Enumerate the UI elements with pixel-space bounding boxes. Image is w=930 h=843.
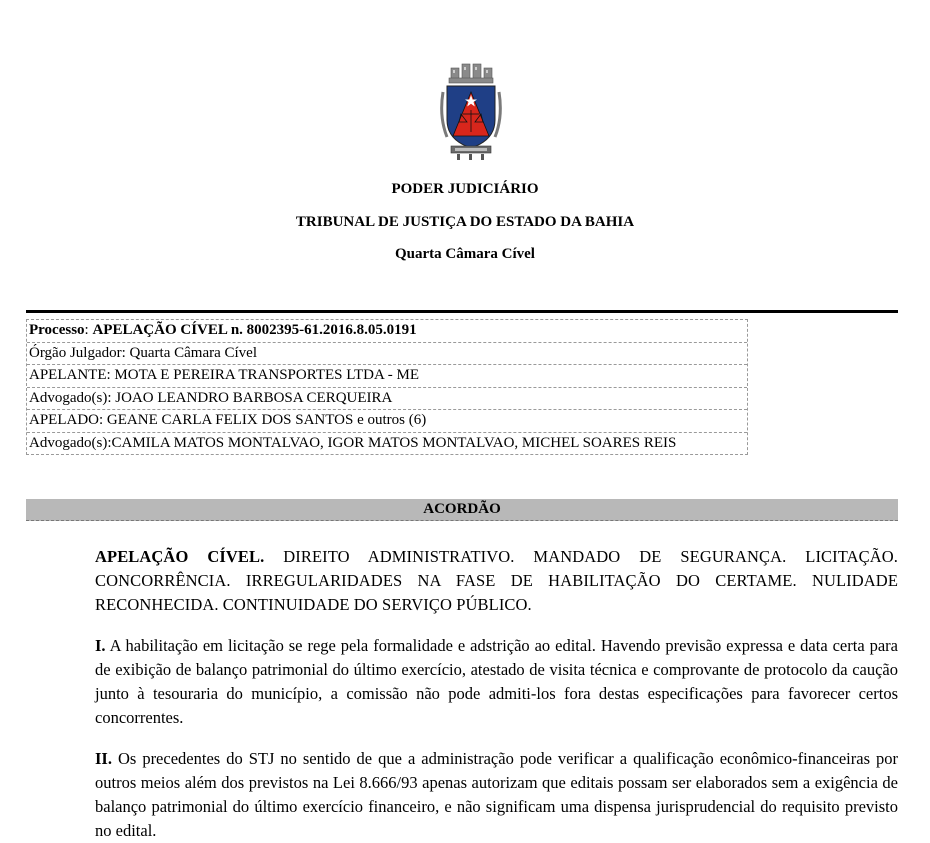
item-1-paragraph (95, 634, 898, 730)
appellee-row: APELADO: GEANE CARLA FELIX DOS SANTOS e outros (6) (27, 410, 747, 433)
appellant-row: APELANTE: MOTA E PEREIRA TRANSPORTES LTDA - ME (27, 365, 747, 388)
coat-of-arms-seal-icon (437, 62, 505, 162)
appellant-lawyer-value: JOAO LEANDRO BARBOSA CERQUEIRA (115, 389, 393, 406)
ementa-lead: APELAÇÃO CÍVEL. (95, 547, 265, 566)
item-2-text: Os precedentes do STJ no sentido de que a administração pode verificar a qualificação econômico-financeiras por outros meios além dos previstos na Lei 8.666/93 apenas autorizam que editais possam ser elaborados sem a exigência de balanço patrimonial do último exercício financeiro, e não significam uma dispensa jurisprudencial do requisito previsto no edital. (95, 749, 898, 840)
header-court-name: PODER JUDICIÁRIO (391, 181, 539, 197)
item-2-paragraph (95, 747, 898, 843)
appellant-lawyer-label: Advogado(s) (29, 389, 108, 406)
judging-body-row: Órgão Julgador: Quarta Câmara Cível (27, 343, 747, 366)
header-tribunal-name: TRIBUNAL DE JUSTIÇA DO ESTADO DA BAHIA (295, 214, 635, 230)
case-number-label: Processo (29, 322, 85, 338)
section-title-bar: ACORDÃO (26, 499, 898, 521)
ementa-paragraph (95, 545, 898, 617)
judging-body-value: Quarta Câmara Cível (129, 344, 257, 361)
item-1-numeral: I. (95, 636, 106, 655)
item-1-text: A habilitação em licitação se rege pela formalidade e adstrição ao edital. Havendo previsão expressa e data certa para de exibição de balanço patrimonial do último exercício, atestado de visita técnica e comprovante de protocolo da caução junto à tesouraria do município, a comissão não pode admiti-los fora destas especificações para favorecer certos concorrentes. (95, 636, 898, 727)
ementa-text: DIREITO ADMINISTRATIVO. MANDADO DE SEGURANÇA. LICITAÇÃO. CONCORRÊNCIA. IRREGULARIDADES NA FASE DE HABILITAÇÃO DO CERTAME. NULIDADE RECONHECIDA. CONTINUIDADE DO SERVIÇO PÚBLICO. (95, 547, 898, 614)
case-info-box (26, 319, 748, 455)
case-number-value: APELAÇÃO CÍVEL n. 8002395-61.2016.8.05.0191 (92, 322, 417, 338)
appellant-lawyer-row: Advogado(s): JOAO LEANDRO BARBOSA CERQUEIRA (27, 388, 747, 411)
judging-body-label: Órgão Julgador (29, 344, 122, 361)
appellee-lawyers-row: Advogado(s):CAMILA MATOS MONTALVAO, IGOR MATOS MONTALVAO, MICHEL SOARES REIS (29, 434, 677, 451)
case-number-row: Processo: APELAÇÃO CÍVEL n. 8002395-61.2016.8.05.0191 (27, 320, 747, 343)
item-2-numeral: II. (95, 749, 112, 768)
header-chamber-name: Quarta Câmara Cível (395, 246, 535, 262)
header-divider (26, 310, 898, 313)
